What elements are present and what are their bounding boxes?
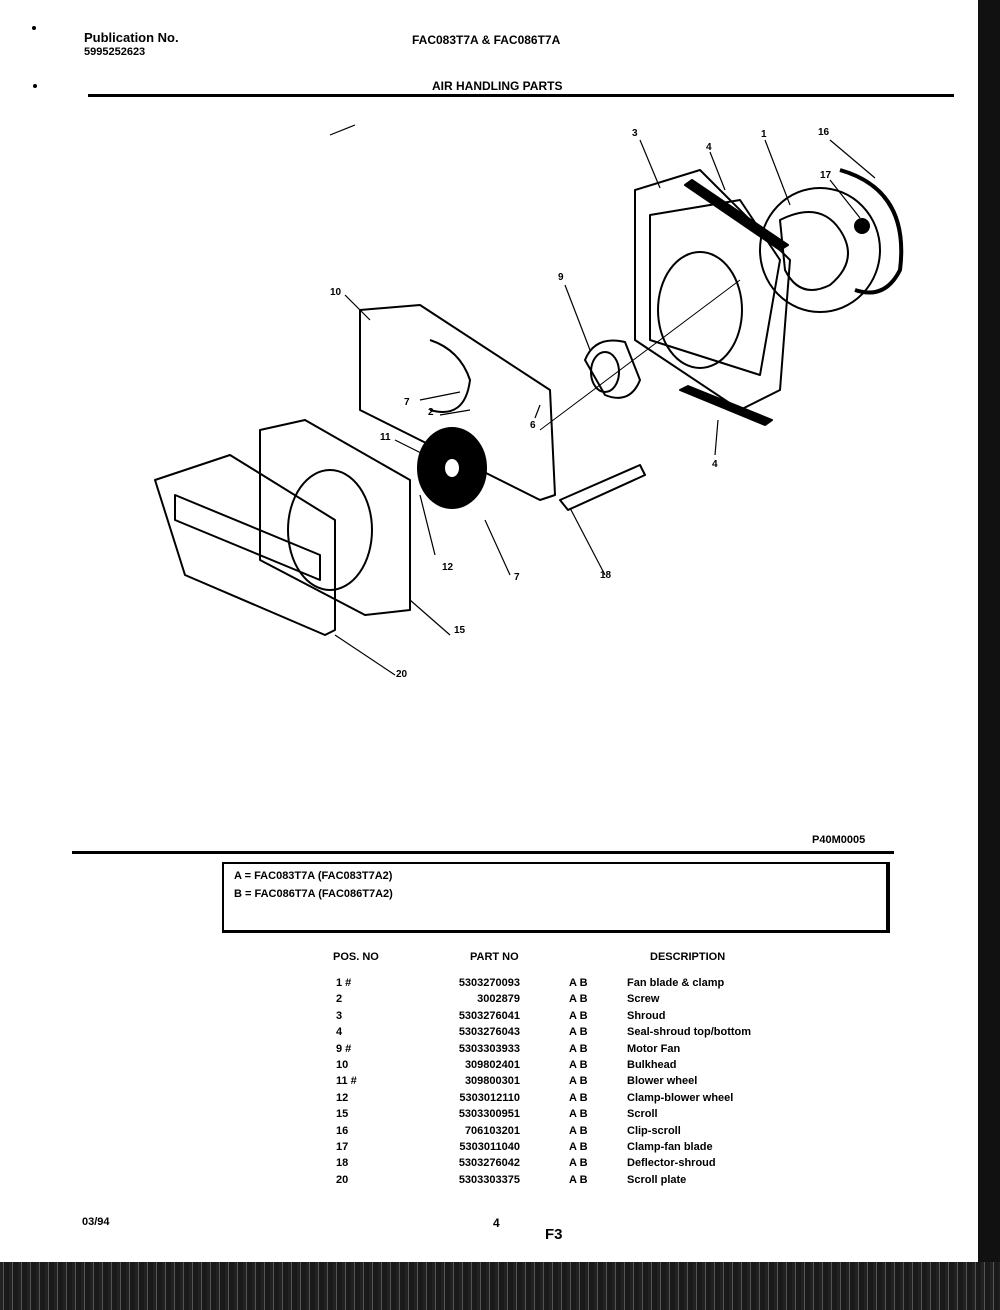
header-rule: [88, 94, 954, 97]
table-row: [0, 1157, 1000, 1173]
part-number-cell: 5303276041: [458, 1009, 520, 1022]
pos-cell: 2: [336, 993, 343, 1006]
description-cell: Motor Fan: [627, 1042, 681, 1055]
diagram-code: P40M0005: [812, 834, 866, 846]
models-cell: A B: [569, 1124, 588, 1137]
clamp-fan-blade-part: [855, 219, 869, 233]
model-legend: [222, 862, 890, 933]
motor-end: [591, 352, 619, 392]
part-number-cell: 309802401: [464, 1059, 520, 1071]
callout-6: 6: [530, 420, 536, 431]
callout-4-top: 4: [706, 142, 712, 153]
description-cell: Deflector-shroud: [627, 1157, 716, 1170]
pos-cell: 20: [336, 1173, 349, 1186]
description-cell: Bulkhead: [627, 1059, 677, 1071]
seal-bottom: [680, 386, 772, 425]
shroud-part: [635, 170, 790, 410]
callout-3: 3: [632, 128, 638, 139]
scan-dot: [32, 26, 36, 30]
col-header-part: PART NO: [470, 951, 519, 963]
table-row: [0, 1043, 1000, 1059]
scan-border-right: [978, 0, 1000, 1310]
fan-blade-vane: [780, 212, 848, 290]
models-cell: A B: [569, 1059, 588, 1071]
models-cell: A B: [569, 1009, 588, 1022]
callout-2: 2: [428, 407, 434, 418]
seal-top: [685, 180, 788, 250]
callout-16-top: 16: [818, 127, 830, 138]
part-number-cell: 5303270093: [458, 977, 520, 989]
part-number-cell: 5303012110: [459, 1091, 520, 1104]
deflector-shroud-part: [840, 170, 901, 293]
part-number-cell: 706103201: [464, 1124, 520, 1137]
page-number: 4: [493, 1216, 500, 1230]
description-cell: Scroll plate: [627, 1173, 687, 1186]
pos-cell: 10: [336, 1059, 349, 1071]
models-cell: A B: [569, 1026, 588, 1039]
pos-cell: 1 #: [336, 977, 352, 989]
table-row: [0, 1141, 1000, 1157]
part-number-cell: 5303300951: [458, 1108, 520, 1121]
table-row: [0, 1026, 1000, 1042]
clip-scroll-part: [560, 465, 645, 510]
description-cell: Fan blade & clamp: [627, 977, 725, 989]
table-row: [0, 977, 1000, 993]
models-cell: A B: [569, 1075, 588, 1088]
models-cell: A B: [569, 1173, 588, 1186]
pos-cell: 11 #: [336, 1075, 357, 1088]
models-cell: A B: [569, 1141, 588, 1153]
description-cell: Seal-shroud top/bottom: [627, 1026, 752, 1039]
legend-model-a: A = FAC083T7A (FAC083T7A2): [234, 870, 393, 882]
description-cell: Blower wheel: [627, 1075, 698, 1088]
table-row: [0, 1125, 1000, 1141]
description-cell: Screw: [627, 993, 660, 1006]
section-title: AIR HANDLING PARTS: [432, 79, 563, 93]
diagram-rule: [72, 851, 894, 854]
part-number-cell: 5303276042: [458, 1157, 520, 1170]
table-row: [0, 1059, 1000, 1075]
publication-label: Publication No.: [84, 30, 179, 45]
callout-11: 11: [380, 432, 391, 443]
footer-date: 03/94: [82, 1216, 110, 1228]
blower-wheel-hub: [444, 458, 460, 478]
models-cell: A B: [569, 1042, 588, 1055]
table-row: [0, 1010, 1000, 1026]
scroll-plate-slot: [175, 495, 320, 580]
callout-18: 18: [600, 570, 612, 581]
description-cell: Clip-scroll: [627, 1124, 681, 1137]
callout-1: 1: [761, 129, 767, 140]
callout-12: 12: [442, 562, 454, 573]
legend-model-b: B = FAC086T7A (FAC086T7A2): [234, 888, 393, 900]
table-row: [0, 993, 1000, 1009]
footer-code: F3: [545, 1226, 563, 1243]
models-cell: A B: [569, 1108, 588, 1121]
models-cell: A B: [569, 1157, 588, 1170]
publication-number: 5995252623: [84, 46, 146, 58]
pos-cell: 4: [336, 1026, 343, 1039]
callout-10: 10: [330, 287, 342, 298]
pos-cell: 3: [336, 1009, 343, 1022]
col-header-pos: POS. NO: [333, 951, 379, 963]
callout-15: 15: [454, 625, 466, 636]
part-number-cell: 5303303375: [458, 1173, 520, 1186]
callout-7-top: 7: [404, 397, 410, 408]
part-number-cell: 3002879: [477, 993, 520, 1006]
table-row: [0, 1092, 1000, 1108]
callout-9: 9: [558, 272, 564, 283]
callout-17: 17: [820, 170, 832, 181]
scroll-plate-part: [155, 455, 335, 635]
part-number-cell: 309800301: [464, 1075, 520, 1088]
pos-cell: 16: [336, 1124, 349, 1137]
scan-border-bottom: [0, 1262, 1000, 1310]
description-cell: Clamp-blower wheel: [627, 1091, 734, 1104]
col-header-desc: DESCRIPTION: [650, 951, 726, 963]
part-number-cell: 5303276043: [458, 1026, 520, 1039]
models-cell: A B: [569, 993, 588, 1006]
callout-7-bottom: 7: [514, 572, 520, 583]
pos-cell: 15: [336, 1108, 349, 1121]
models-cell: A B: [569, 1091, 588, 1104]
part-number-cell: 5303303933: [458, 1042, 520, 1055]
scan-dot: [33, 84, 37, 88]
bulkhead-opening: [430, 340, 470, 412]
description-cell: Shroud: [627, 1009, 666, 1022]
table-row: [0, 1174, 1000, 1190]
callout-20: 20: [396, 669, 408, 680]
exploded-parts-diagram: [140, 110, 920, 700]
table-row: [0, 1075, 1000, 1091]
description-cell: Scroll: [627, 1108, 658, 1121]
part-number-cell: 5303011040: [459, 1141, 520, 1153]
description-cell: Clamp-fan blade: [627, 1141, 713, 1153]
table-row: [0, 1108, 1000, 1124]
pos-cell: 18: [336, 1157, 349, 1170]
motor-shaft-line: [540, 280, 740, 430]
pos-cell: 17: [336, 1141, 349, 1153]
callout-4-bottom: 4: [712, 459, 718, 470]
model-numbers: FAC083T7A & FAC086T7A: [412, 33, 561, 47]
pos-cell: 12: [336, 1091, 349, 1104]
models-cell: A B: [569, 977, 588, 989]
pos-cell: 9 #: [336, 1042, 352, 1055]
